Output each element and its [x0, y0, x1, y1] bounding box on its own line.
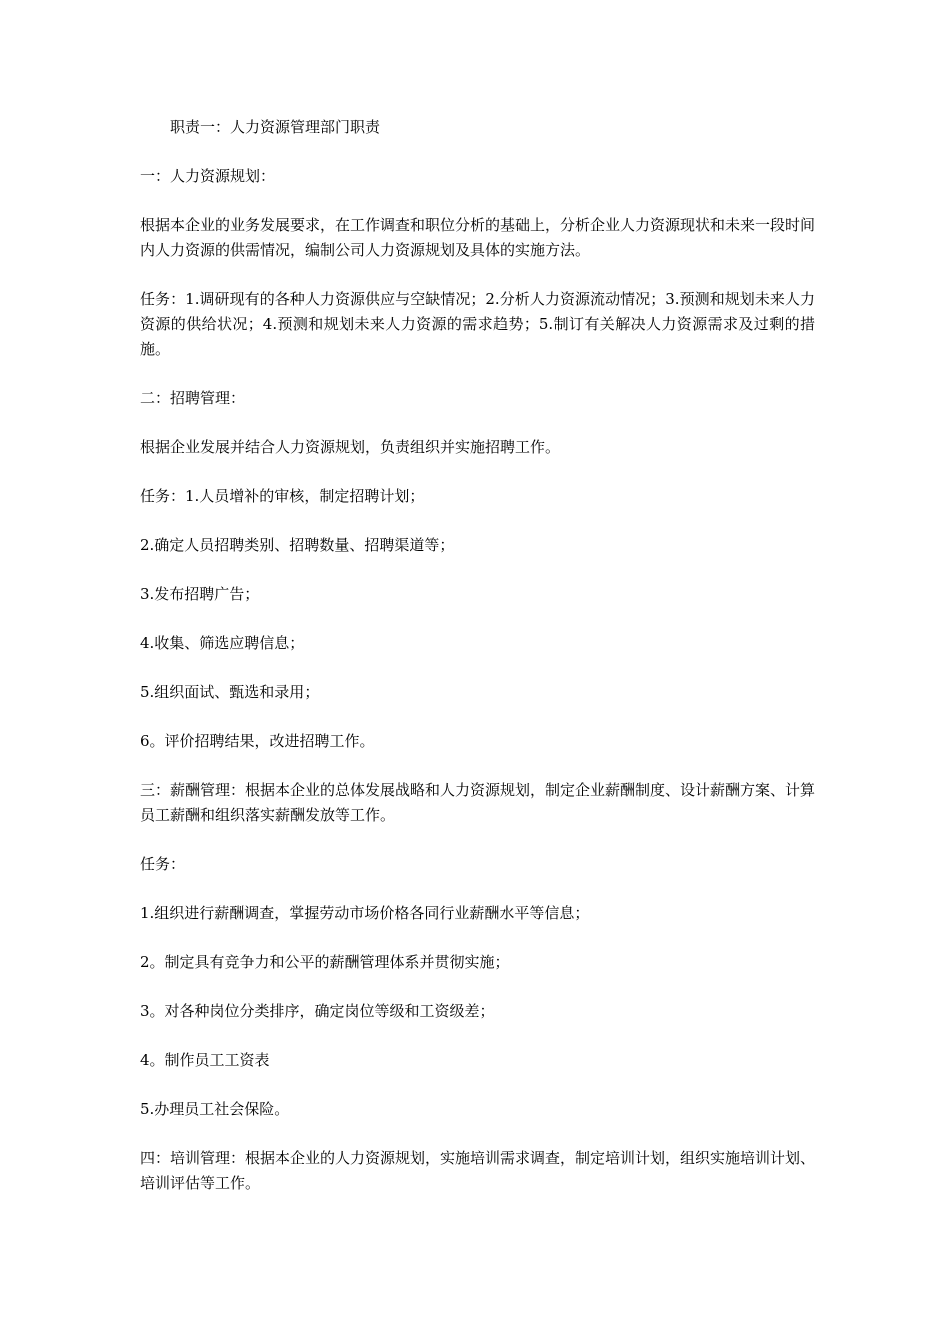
- paragraph: 任务：1.人员增补的审核，制定招聘计划；: [140, 487, 425, 505]
- section-heading-compensation: 三：薪酬管理：根据本企业的总体发展战略和人力资源规划，制定企业薪酬制度、设计薪酬方案、计算员工薪酬和组织落实薪酬发放等工作。: [140, 781, 816, 824]
- section-heading-planning: 一：人力资源规划：: [140, 167, 276, 185]
- list-item: 4.收集、筛选应聘信息；: [140, 634, 305, 652]
- section-heading-recruitment: 二：招聘管理：: [140, 389, 246, 407]
- list-item: 6。评价招聘结果，改进招聘工作。: [140, 732, 375, 750]
- paragraph: 根据企业发展并结合人力资源规划，负责组织并实施招聘工作。: [140, 438, 561, 456]
- list-item: 2.确定人员招聘类别、招聘数量、招聘渠道等；: [140, 536, 455, 554]
- paragraph: 任务：1.调研现有的各种人力资源供应与空缺情况；2.分析人力资源流动情况；3.预测和规划未来人力资源的供给状况；4.预测和规划未来人力资源的需求趋势；5.制订有关解决人力资源需求及过剩的措施。: [140, 290, 815, 358]
- paragraph: 根据本企业的业务发展要求，在工作调查和职位分析的基础上，分析企业人力资源现状和未来一段时间内人力资源的供需情况，编制公司人力资源规划及具体的实施方法。: [140, 216, 816, 259]
- list-item: 4。制作员工工资表: [140, 1051, 270, 1069]
- list-item: 3。对各种岗位分类排序，确定岗位等级和工资级差；: [140, 1002, 495, 1020]
- section-heading-training: 四：培训管理：根据本企业的人力资源规划，实施培训需求调查，制定培训计划，组织实施培训计划、培训评估等工作。: [140, 1149, 816, 1192]
- list-item: 5.组织面试、甄选和录用；: [140, 683, 320, 701]
- list-item: 2。制定具有竞争力和公平的薪酬管理体系并贯彻实施；: [140, 953, 510, 971]
- document-body: [140, 115, 815, 1220]
- list-item: 1.组织进行薪酬调查，掌握劳动市场价格各同行业薪酬水平等信息；: [140, 904, 590, 922]
- list-item: 3.发布招聘广告；: [140, 585, 260, 603]
- document-title: 职责一：人力资源管理部门职责: [170, 118, 381, 136]
- paragraph: 任务：: [140, 855, 186, 873]
- list-item: 5.办理员工社会保险。: [140, 1100, 290, 1118]
